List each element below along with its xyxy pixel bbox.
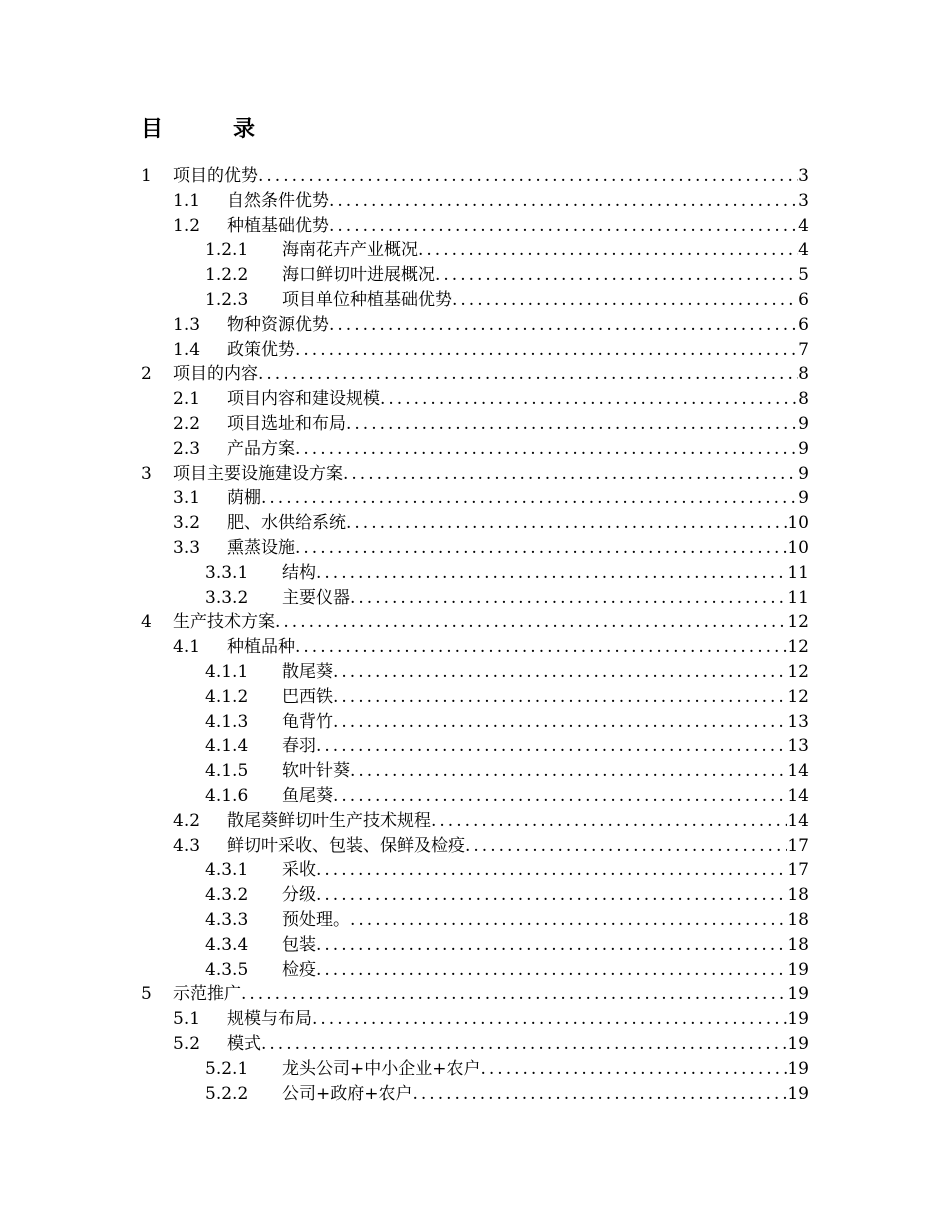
- toc-title-left: 目: [141, 117, 164, 142]
- toc-entry-number: 2.3: [173, 438, 201, 459]
- toc-dot-leader: [258, 164, 798, 188]
- toc-entry[interactable]: [173, 809, 809, 833]
- toc-entry[interactable]: [205, 958, 809, 982]
- toc-entry-page: 19: [787, 1009, 809, 1030]
- toc-entry[interactable]: [205, 660, 809, 684]
- toc-entry[interactable]: [141, 610, 809, 634]
- toc-dot-leader: [295, 635, 787, 659]
- toc-entry[interactable]: [205, 561, 809, 585]
- toc-dot-leader: [312, 1007, 787, 1031]
- toc-entry-label: 种植品种: [227, 637, 295, 658]
- toc-entry-number: 1.2.2: [205, 265, 249, 286]
- toc-dot-leader: [380, 387, 798, 411]
- toc-entry-page: 19: [787, 959, 809, 980]
- toc-entry[interactable]: [173, 412, 809, 436]
- toc-title-right: 录: [233, 117, 256, 142]
- toc-entry-number: 2.1: [173, 389, 201, 410]
- toc-entry-label: 结构: [282, 562, 316, 583]
- toc-entry-number: 5.1: [173, 1009, 201, 1030]
- toc-entry-page: 6: [798, 314, 809, 335]
- toc-entry-label: 荫棚: [227, 488, 261, 509]
- toc-entry-number: 2.2: [173, 414, 201, 434]
- toc-entry[interactable]: [205, 784, 809, 808]
- toc-entry-label: 分级: [282, 885, 316, 906]
- toc-entry[interactable]: [205, 858, 809, 882]
- toc-entry-number: 4.3.1: [205, 860, 249, 881]
- toc-entry-label: 检疫: [282, 959, 316, 980]
- toc-dot-leader: [261, 486, 798, 510]
- toc-entry-label: 熏蒸设施: [227, 538, 295, 558]
- toc-entry-number: 4.1.4: [205, 736, 249, 757]
- toc-dot-leader: [329, 189, 798, 213]
- toc-entry-label: 模式: [227, 1034, 261, 1054]
- toc-entry[interactable]: [205, 263, 809, 287]
- toc-entry[interactable]: [173, 834, 809, 858]
- toc-entry-label: 散尾葵: [282, 662, 333, 682]
- toc-entry-label: 散尾葵鲜切叶生产技术规程: [227, 810, 431, 831]
- toc-entry-number: 4.1.1: [205, 662, 249, 682]
- toc-dot-leader: [261, 1032, 787, 1056]
- toc-entry-number: 3.3.1: [205, 562, 249, 583]
- toc-entry-page: 17: [787, 860, 809, 881]
- toc-entry[interactable]: [205, 586, 809, 610]
- toc-dot-leader: [333, 685, 787, 709]
- toc-entry-label: 政策优势: [227, 339, 295, 360]
- toc-entry-page: 8: [798, 364, 809, 385]
- toc-entry[interactable]: [205, 685, 809, 709]
- toc-entry-page: 11: [787, 562, 809, 583]
- toc-entry[interactable]: [173, 1007, 809, 1031]
- toc-dot-leader: [295, 536, 787, 560]
- toc-entry-number: 1.2: [173, 215, 201, 236]
- toc-entry[interactable]: [173, 387, 809, 411]
- toc-entry-page: 9: [798, 414, 809, 434]
- toc-entry-page: 14: [787, 810, 809, 831]
- toc-entry-number: 3: [141, 463, 152, 484]
- toc-dot-leader: [316, 561, 787, 585]
- toc-entry-label: 项目的内容: [173, 364, 258, 385]
- toc-entry-page: 11: [787, 587, 809, 608]
- toc-entry-label: 预处理。: [282, 910, 350, 930]
- toc-entry-label: 海南花卉产业概况: [282, 240, 418, 261]
- toc-entry-page: 12: [787, 662, 809, 682]
- toc-entry-number: 2: [141, 364, 152, 385]
- toc-entry[interactable]: [173, 437, 809, 461]
- toc-entry-number: 3.3: [173, 538, 201, 558]
- toc-entry-page: 17: [787, 835, 809, 856]
- toc-dot-leader: [241, 982, 787, 1006]
- toc-entry-label: 肥、水供给系统: [227, 513, 346, 534]
- toc-dot-leader: [350, 759, 787, 783]
- toc-entry-label: 种植基础优势: [227, 215, 329, 236]
- toc-entry-number: 3.2: [173, 513, 201, 534]
- toc-entry-number: 4.1.5: [205, 761, 249, 782]
- toc-entry-page: 18: [787, 885, 809, 906]
- toc-entry-number: 4.1.2: [205, 686, 249, 707]
- toc-entry-page: 4: [798, 215, 809, 236]
- toc-entry-number: 1.4: [173, 339, 201, 360]
- toc-entry-label: 鲜切叶采收、包装、保鲜及检疫: [227, 835, 465, 856]
- toc-entry-number: 1: [141, 166, 152, 186]
- toc-entry[interactable]: [173, 313, 809, 337]
- toc-entry-page: 8: [798, 389, 809, 410]
- toc-entry-page: 19: [787, 1058, 809, 1079]
- toc-entry-number: 3.1: [173, 488, 201, 509]
- toc-dot-leader: [418, 238, 798, 262]
- toc-dot-leader: [481, 1057, 788, 1081]
- toc-entry-number: 1.1: [173, 190, 201, 211]
- toc-dot-leader: [452, 288, 798, 312]
- toc-entry-page: 19: [787, 1034, 809, 1054]
- toc-dot-leader: [350, 908, 787, 932]
- toc-entry-page: 4: [798, 240, 809, 261]
- toc-title: [141, 112, 255, 143]
- toc-entry[interactable]: [205, 238, 809, 262]
- toc-dot-leader: [295, 437, 798, 461]
- toc-entry-number: 1.2.1: [205, 240, 249, 261]
- toc-entry-label: 龙头公司+中小企业+农户: [282, 1058, 481, 1079]
- toc-entry-page: 10: [787, 538, 809, 558]
- toc-entry-label: 包装: [282, 934, 316, 955]
- toc-entry-number: 4.1.6: [205, 786, 249, 806]
- toc-entry-label: 项目内容和建设规模: [227, 389, 380, 410]
- toc-entry-page: 9: [798, 463, 809, 484]
- toc-entry[interactable]: [205, 908, 809, 932]
- toc-dot-leader: [346, 412, 798, 436]
- toc-dot-leader: [333, 660, 787, 684]
- toc-entry-label: 生产技术方案: [173, 612, 275, 633]
- toc-entry-page: 14: [787, 761, 809, 782]
- toc-entry[interactable]: [205, 710, 809, 734]
- toc-entry[interactable]: [173, 1032, 809, 1056]
- toc-entry-label: 鱼尾葵: [282, 786, 333, 806]
- toc-entry-number: 5.2: [173, 1034, 201, 1054]
- toc-dot-leader: [465, 834, 787, 858]
- toc-entry-number: 1.3: [173, 314, 201, 335]
- toc-dot-leader: [275, 610, 787, 634]
- toc-entry-page: 7: [798, 339, 809, 360]
- toc-dot-leader: [316, 858, 787, 882]
- toc-entry[interactable]: [205, 759, 809, 783]
- toc-dot-leader: [295, 338, 798, 362]
- toc-entry-page: 6: [798, 290, 809, 310]
- toc-dot-leader: [431, 809, 787, 833]
- toc-dot-leader: [316, 958, 787, 982]
- toc-entry-label: 物种资源优势: [227, 314, 329, 335]
- toc-dot-leader: [316, 933, 787, 957]
- toc-entry-page: 9: [798, 488, 809, 509]
- toc-entry-label: 软叶针葵: [282, 761, 350, 782]
- toc-entry-label: 项目的优势: [173, 166, 258, 186]
- toc-entry-label: 自然条件优势: [227, 190, 329, 211]
- toc-entry-label: 龟背竹: [282, 711, 333, 732]
- toc-dot-leader: [435, 263, 798, 287]
- toc-entry-label: 春羽: [282, 736, 316, 757]
- toc-entry-label: 产品方案: [227, 438, 295, 459]
- toc-entry-number: 4.1: [173, 637, 201, 658]
- toc-entry-label: 公司+政府+农户: [282, 1083, 413, 1104]
- toc-entry[interactable]: [173, 635, 809, 659]
- toc-entry-page: 19: [787, 1083, 809, 1104]
- toc-dot-leader: [346, 511, 787, 535]
- toc-entry[interactable]: [173, 189, 809, 213]
- toc-dot-leader: [329, 313, 798, 337]
- toc-entry-page: 19: [787, 984, 809, 1005]
- toc-entry-number: 5: [141, 984, 152, 1005]
- toc-entry-number: 4.3: [173, 835, 201, 856]
- toc-dot-leader: [333, 710, 787, 734]
- toc-entry[interactable]: [173, 536, 809, 560]
- toc-entry[interactable]: [173, 338, 809, 362]
- toc-entry-label: 项目主要设施建设方案: [173, 463, 343, 484]
- toc-entry[interactable]: [205, 933, 809, 957]
- toc-entry[interactable]: [205, 734, 809, 758]
- toc-entry[interactable]: [141, 462, 809, 486]
- toc-entry-number: 4.1.3: [205, 711, 249, 732]
- toc-entry-number: 4.3.3: [205, 910, 249, 930]
- toc-entry-page: 10: [787, 513, 809, 534]
- toc-entry-number: 4: [141, 612, 152, 633]
- toc-dot-leader: [316, 734, 787, 758]
- toc-entry-label: 海口鲜切叶进展概况: [282, 265, 435, 286]
- toc-entry-label: 示范推广: [173, 984, 241, 1005]
- toc-entry-number: 1.2.3: [205, 290, 249, 310]
- toc-entry-label: 项目选址和布局: [227, 414, 346, 434]
- toc-entry-number: 5.2.1: [205, 1058, 249, 1079]
- toc-dot-leader: [350, 586, 787, 610]
- toc-entry[interactable]: [205, 883, 809, 907]
- toc-entry-page: 9: [798, 438, 809, 459]
- toc-entry-page: 12: [787, 686, 809, 707]
- toc-entry-number: 4.3.2: [205, 885, 249, 906]
- toc-entry-page: 12: [787, 612, 809, 633]
- toc-entry[interactable]: [205, 288, 809, 312]
- toc-entry[interactable]: [173, 214, 809, 238]
- toc-entry-number: 4.3.4: [205, 934, 249, 955]
- toc-dot-leader: [413, 1082, 788, 1106]
- toc-entry[interactable]: [141, 164, 809, 188]
- toc-entry-label: 规模与布局: [227, 1009, 312, 1030]
- toc-dot-leader: [258, 362, 798, 386]
- toc-entry-number: 4.3.5: [205, 959, 249, 980]
- toc-entry-page: 12: [787, 637, 809, 658]
- toc-entry-page: 3: [798, 190, 809, 211]
- toc-entry[interactable]: [141, 362, 809, 386]
- toc-entry[interactable]: [141, 982, 809, 1006]
- toc-entry-number: 3.3.2: [205, 587, 249, 608]
- toc-entry-number: 4.2: [173, 810, 201, 831]
- toc-entry-page: 13: [787, 711, 809, 732]
- toc-entry[interactable]: [205, 1057, 809, 1081]
- toc-dot-leader: [316, 883, 787, 907]
- toc-entry-label: 主要仪器: [282, 587, 350, 608]
- toc-entry[interactable]: [173, 486, 809, 510]
- toc-entry[interactable]: [173, 511, 809, 535]
- toc-entry[interactable]: [205, 1082, 809, 1106]
- toc-entry-page: 14: [787, 786, 809, 806]
- toc-entry-label: 采收: [282, 860, 316, 881]
- toc-entry-page: 18: [787, 910, 809, 930]
- toc-entry-page: 13: [787, 736, 809, 757]
- toc-dot-leader: [333, 784, 787, 808]
- toc-entry-label: 项目单位种植基础优势: [282, 290, 452, 310]
- toc-entry-page: 3: [798, 166, 809, 186]
- toc-dot-leader: [343, 462, 798, 486]
- toc-entry-number: 5.2.2: [205, 1083, 249, 1104]
- toc-entry-page: 18: [787, 934, 809, 955]
- toc-entry-label: 巴西铁: [282, 686, 333, 707]
- toc-dot-leader: [329, 214, 798, 238]
- toc-entry-page: 5: [798, 265, 809, 286]
